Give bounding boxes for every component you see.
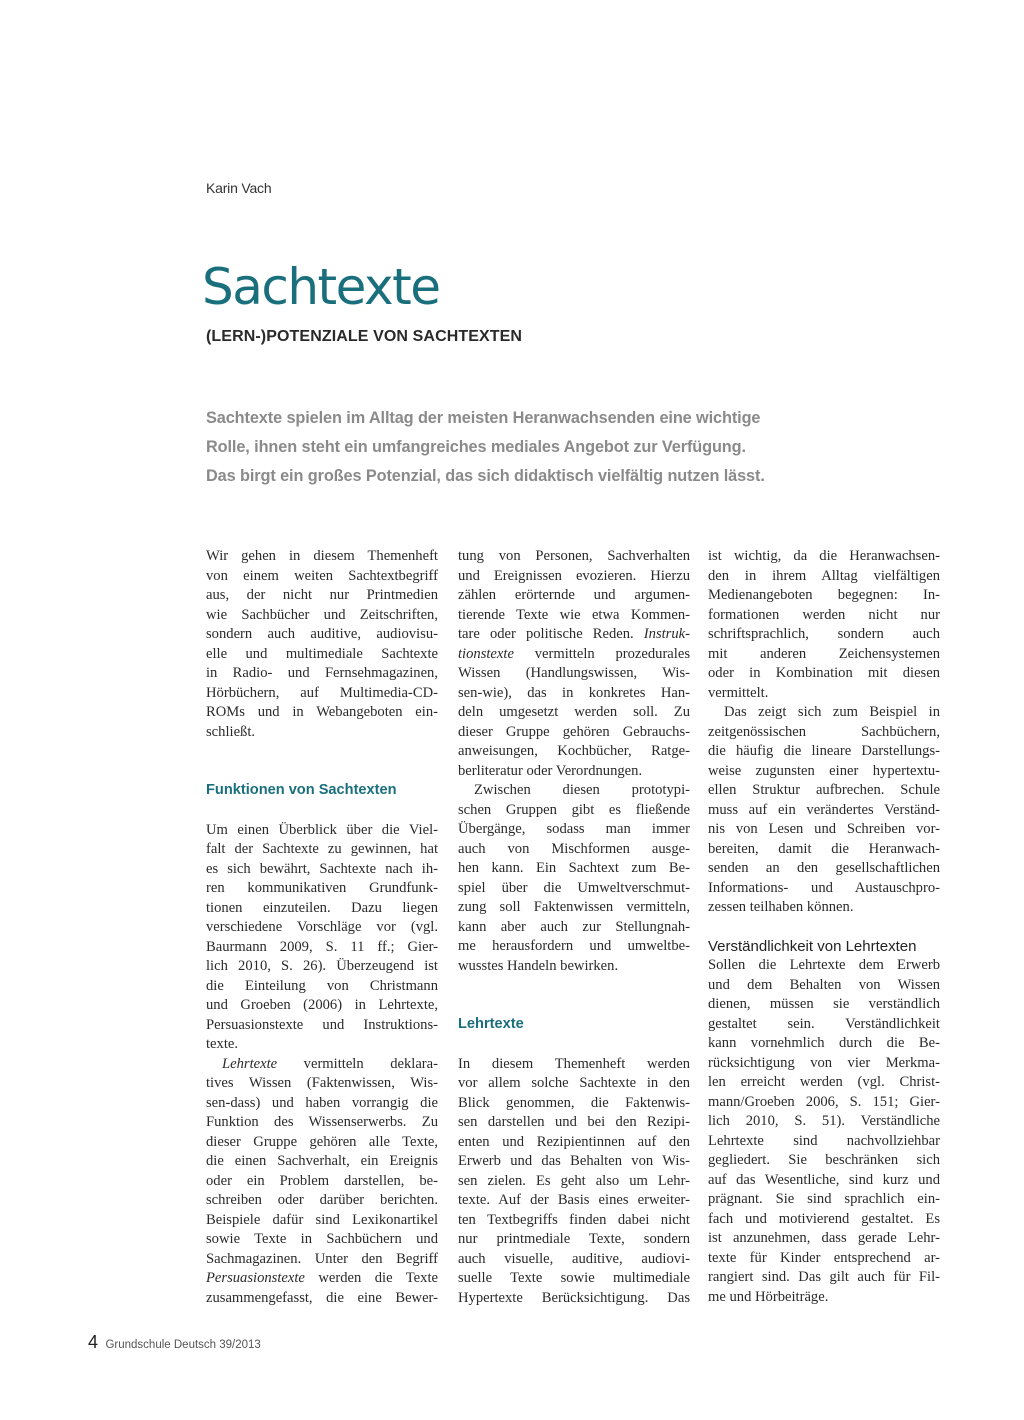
text-line: zählen erörternde und argumen-: [458, 587, 690, 603]
text-line: vor allem solche Sachtexte in den: [458, 1075, 690, 1091]
text-line: Lehrtexte sind nachvollziehbar: [708, 1132, 940, 1149]
text-line: schreiben oder darüber berichten.: [206, 1192, 438, 1208]
intro-paragraph: [206, 547, 438, 742]
text-line: anweisungen, Kochbücher, Ratge-: [458, 743, 690, 759]
text-line: tierende Texte wie etwa Kommen-: [458, 606, 690, 623]
text-line: ellen Struktur aufbrechen. Schule: [708, 782, 940, 798]
text-line: und dem Behalten von Wissen: [708, 976, 940, 993]
author-name: Karin Vach: [206, 180, 272, 196]
text-line: muss auf ein verändertes Verständ-: [708, 801, 940, 818]
lead-line: Rolle, ihnen steht ein umfangreiches mediales Angebot zur Verfügung.: [206, 438, 746, 456]
text-line: Sollen die Lehrtexte dem Erwerb: [708, 957, 940, 973]
text-line: ren kommunikativen Grundfunk-: [206, 880, 438, 896]
text-line: ten Textbegriffs finden dabei nicht: [458, 1211, 690, 1228]
term-instruktionstexte: Instruk-: [643, 626, 690, 642]
text-line: me und Hörbeiträge.: [708, 1288, 829, 1305]
text-line: gegliedert. Sie beschränken sich: [708, 1152, 940, 1168]
publication-info: Grundschule Deutsch 39/2013: [105, 1339, 261, 1351]
text-line: schließt.: [206, 723, 256, 740]
text-line: Sachmagazinen. Unter den Begriff: [206, 1250, 438, 1267]
text-column-1: [206, 547, 438, 1308]
text-line: Persuasionstexte und Instruktions-: [206, 1016, 438, 1033]
text-line: In diesem Themenheft werden: [458, 1055, 690, 1072]
text-line: und Groeben (2006) in Lehrtexte,: [206, 997, 438, 1013]
text-line: ist wichtig, da die Heranwachsen-: [708, 548, 940, 564]
text-line: Erwerb und das Behalten von Wis-: [458, 1153, 690, 1169]
text-line: lich 2010, S. 51). Verständliche: [708, 1113, 940, 1129]
text-line: ROMs und in Webangeboten ein-: [206, 704, 438, 720]
text-line: nur printmediale Texte, sondern: [458, 1231, 690, 1247]
text-line: lich 2010, S. 26). Überzeugend ist: [206, 958, 438, 974]
sachbuecher-paragraph: [708, 703, 940, 918]
text-line: rangiert sind. Das gilt auch für Fil-: [708, 1269, 940, 1285]
page-number: 4: [88, 1332, 99, 1352]
text-line: prägnant. Sie sind sprachlich ein-: [708, 1191, 940, 1207]
text-line: Wir gehen in diesem Themenheft: [206, 548, 438, 564]
text-line: vermittelt.: [708, 684, 769, 701]
text-line: Informations- und Austauschpro-: [708, 879, 940, 896]
text-column-2: [458, 547, 690, 1308]
text-line: mann/Groeben 2006, S. 151; Gier-: [708, 1093, 940, 1110]
text-line: sowie Texte in Sachbüchern und: [206, 1231, 438, 1247]
text-line: Medienangeboten begegnen: In-: [708, 587, 940, 603]
text-line: senden an den gesellschaftlichen: [708, 860, 940, 876]
text-line: sondern auch auditive, audiovisu-: [206, 626, 438, 642]
term-lehrtexte: Lehrtexte: [222, 1055, 278, 1072]
mischformen-paragraph: [458, 781, 690, 976]
section-heading-verstaendlichkeit: Verständlichkeit von Lehrtexten: [708, 937, 917, 955]
text-line: zessen teilhaben können.: [708, 899, 854, 915]
text-line: elle und multimediale Sachtexte: [206, 645, 438, 662]
text-line: zeitgenössischen Sachbüchern,: [708, 723, 940, 740]
funktionen-paragraph: [206, 821, 438, 1055]
text-line: formationen werden nicht nur: [708, 606, 940, 623]
text-line: dieser Gruppe gehören alle Texte,: [206, 1133, 438, 1150]
text-line: weise zugunsten einer hypertextu-: [708, 762, 940, 779]
text-line: die Einteilung von Christmann: [206, 977, 438, 994]
text-line: sen darstellen und bei den Rezipi-: [458, 1114, 690, 1130]
text-line: texte für Kinder entsprechend ar-: [708, 1249, 940, 1266]
text-line: berliteratur oder Verordnungen.: [458, 762, 643, 779]
lead-line: Sachtexte spielen im Alltag der meisten Heranwachsenden eine wichtige: [206, 409, 761, 427]
lead-paragraph: [206, 404, 826, 491]
lehrtexte-definition-paragraph: Lehrtexte vermitteln deklara- tives Wissen (Faktenwissen, Wis- sen-dass) und haben vorrangig die Funktion des Wissenserwerbs. Zu dieser Gruppe gehören alle Texte, die einen Sachverhalt, ein Ereignis oder ein Problem darstellen, be- schreiben oder darüber berichten. Beispiele dafür sind Lexikonartikel sowie Texte in Sachbüchern und Sachmagazinen. Unter den Begriff Persuasionstexte werden die Texte zusammengefasst, die eine Bewer-: [206, 1055, 438, 1306]
text-line: auch von Mischformen ausge-: [458, 840, 690, 857]
text-line: Funktion des Wissenserwerbs. Zu: [206, 1114, 438, 1130]
verstaendlichkeit-paragraph: [708, 956, 940, 1307]
text-line: die einen Sachverhalt, ein Ereignis: [206, 1153, 438, 1169]
text-line: deln umgesetzt werden soll. Zu: [458, 704, 690, 720]
text-line: len erreicht werden (vgl. Christ-: [708, 1074, 940, 1090]
text-line: Baurmann 2009, S. 11 ff.; Gier-: [206, 938, 438, 955]
text-line: kann aber auch zur Stellungnah-: [458, 918, 690, 935]
persuasion-paragraph: tung von Personen, Sachverhalten und Ereignissen evozieren. Hierzu zählen erörternde und argumen- tierende Texte wie etwa Kommen- tare oder politische Reden. Instruk- tionstexte vermitteln prozedurales Wissen (Handlungswissen, Wis- sen-wie), das in konkretes Han- deln umgesetzt werden soll. Zu dieser Gruppe gehören Gebrauchs- anweisungen, Kochbücher, Ratge- berliteratur oder Verordnungen.: [458, 547, 690, 781]
text-line: Zwischen diesen prototypi-: [474, 782, 690, 798]
text-line: suelle Texte sowie multimediale: [458, 1270, 690, 1286]
text-line: kann vornehmlich durch die Be-: [708, 1035, 940, 1051]
text-line: nis von Lesen und Schreiben vor-: [708, 821, 940, 837]
article-title: Sachtexte: [202, 257, 440, 316]
text-line: sen-wie), das in konkretes Han-: [458, 684, 690, 701]
text-line: mit anderen Zeichensystemen: [708, 645, 940, 662]
text-line: dieser Gruppe gehören Gebrauchs-: [458, 723, 690, 740]
text-line: oder ein Problem darstellen, be-: [206, 1172, 438, 1189]
text-line: Hörbüchern, auf Multimedia-CD-: [206, 684, 438, 701]
text-line: spiel über die Umweltverschmut-: [458, 879, 690, 896]
section-heading-funktionen: Funktionen von Sachtexten: [206, 782, 397, 798]
text-line: wie Sachbücher und Zeitschriften,: [206, 606, 438, 623]
text-line: Hypertexte Berücksichtigung. Das: [458, 1289, 690, 1306]
text-line: ist anzunehmen, dass gerade Lehr-: [708, 1230, 940, 1246]
text-line: zung soll Faktenwissen vermitteln,: [458, 899, 690, 915]
text-line: und Ereignissen evozieren. Hierzu: [458, 567, 690, 584]
text-line: Übergänge, sodass man immer: [458, 821, 690, 837]
text-line: tives Wissen (Faktenwissen, Wis-: [206, 1075, 438, 1091]
text-line: Das zeigt sich zum Beispiel in: [724, 704, 940, 720]
text-line: sen-dass) und haben vorrangig die: [206, 1094, 438, 1111]
text-line: tionen einzuteilen. Dazu liegen: [206, 899, 438, 916]
text-line: gestaltet sein. Verständlichkeit: [708, 1015, 940, 1032]
lead-line: Das birgt ein großes Potenzial, das sich didaktisch vielfältig nutzen lässt.: [206, 467, 765, 485]
text-line: falt der Sachtexte zu gewinnen, hat: [206, 841, 438, 857]
text-line: die häufig die lineare Darstellungs-: [708, 743, 940, 759]
text-line: in Radio- und Fernsehmagazinen,: [206, 665, 438, 681]
text-line: schen Gruppen gibt es fließende: [458, 801, 690, 818]
text-line: Beispiele dafür sind Lexikonartikel: [206, 1211, 438, 1228]
text-line: texte.: [206, 1036, 239, 1052]
text-line: sen zielen. Es geht also um Lehr-: [458, 1172, 690, 1189]
text-line: tung von Personen, Sachverhalten: [458, 548, 690, 564]
text-line: texte. Auf der Basis eines erweiter-: [458, 1192, 690, 1208]
text-line: Wissen (Handlungswissen, Wis-: [458, 665, 690, 681]
text-line: Blick genommen, die Faktenwis-: [458, 1094, 690, 1111]
text-line: Um einen Überblick über die Viel-: [206, 821, 438, 838]
lehrtexte-paragraph: [458, 1055, 690, 1309]
text-line: me herausfordern und umweltbe-: [458, 938, 690, 954]
article-subtitle: (LERN-)POTENZIALE VON SACHTEXTEN: [206, 328, 523, 345]
text-line: wusstes Handeln bewirken.: [458, 957, 619, 974]
text-line: hen kann. Ein Sachtext zum Be-: [458, 860, 690, 876]
text-line: den in ihrem Alltag vielfältigen: [708, 567, 940, 584]
text-line: rücksichtigung von vier Merkma-: [708, 1054, 940, 1071]
text-line: verschiedene Vorschläge vor (vgl.: [206, 919, 438, 935]
continuation-paragraph: [708, 547, 940, 703]
text-line: schriftsprachlich, sondern auch: [708, 626, 940, 642]
text-line: aus, der nicht nur Printmedien: [206, 587, 438, 603]
text-line: enten und Rezipientinnen auf den: [458, 1133, 690, 1150]
text-line: es sich bewährt, Sachtexte nach ih-: [206, 860, 438, 877]
text-line: dienen, müssen sie verständlich: [708, 996, 940, 1012]
text-line: oder in Kombination mit diesen: [708, 665, 940, 681]
page-footer: [88, 1332, 261, 1353]
text-line: von einem weiten Sachtextbegriff: [206, 567, 438, 584]
text-line: fach und motivierend gestaltet. Es: [708, 1210, 940, 1227]
text-line: auch visuelle, auditive, audiovi-: [458, 1250, 690, 1267]
section-heading-lehrtexte: Lehrtexte: [458, 1016, 524, 1032]
text-line: auf das Wesentliche, sind kurz und: [708, 1171, 940, 1188]
text-line: bereiten, damit die Heranwach-: [708, 840, 940, 857]
text-column-3: [708, 547, 940, 1307]
term-persuasionstexte: Persuasionstexte: [206, 1270, 305, 1286]
